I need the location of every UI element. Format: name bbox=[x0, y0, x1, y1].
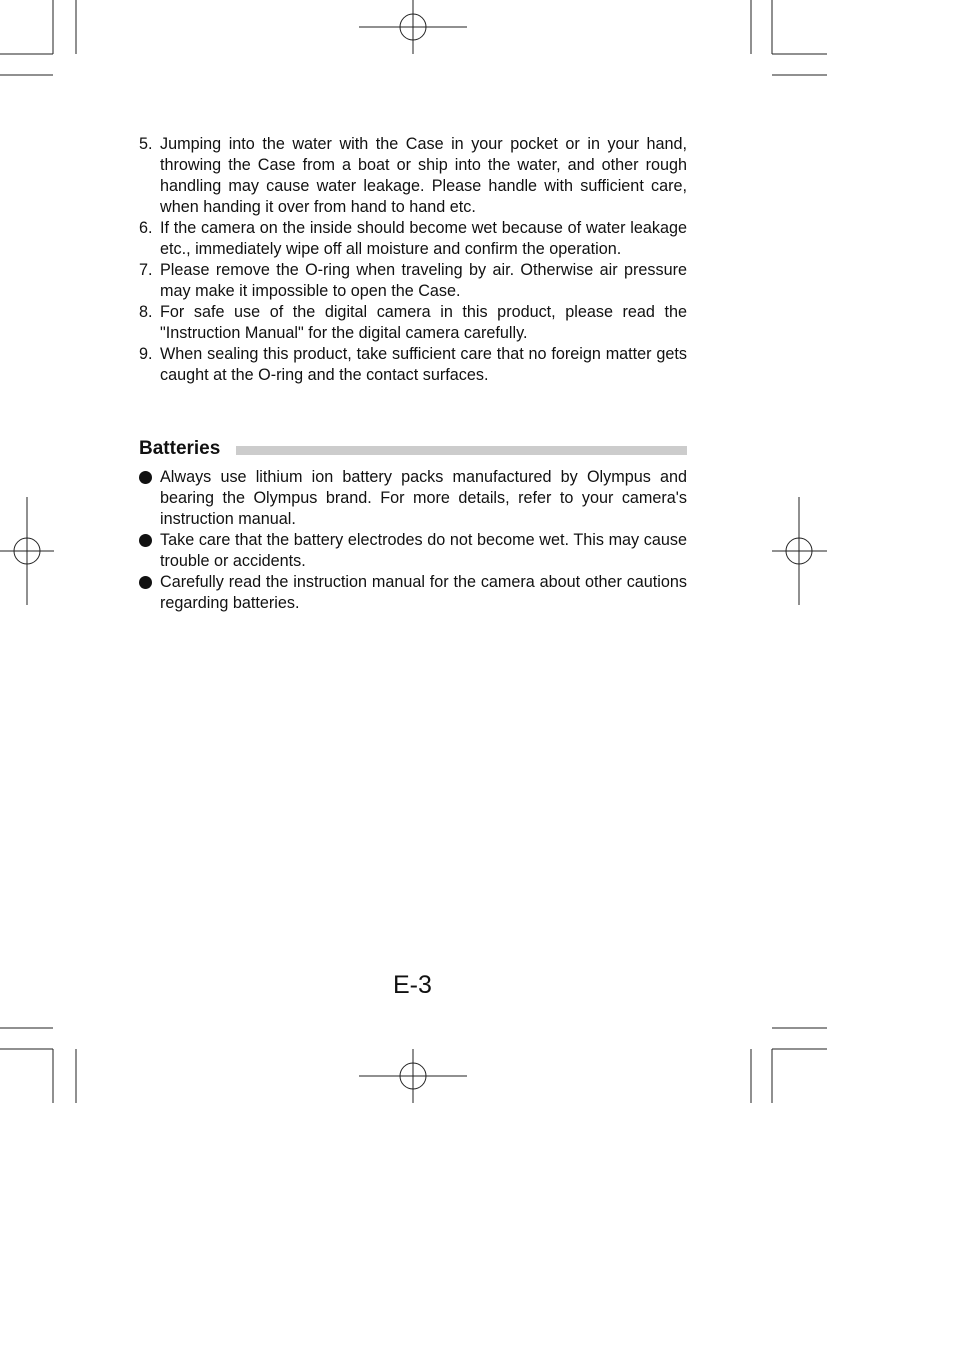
list-item bbox=[139, 302, 687, 344]
item-text: Carefully read the instruction manual for the camera about other cautions regarding batteries. bbox=[160, 573, 687, 612]
list-item bbox=[139, 467, 687, 530]
batteries-heading bbox=[139, 437, 687, 461]
bullet-icon bbox=[139, 471, 152, 484]
bullet-icon bbox=[139, 534, 152, 547]
item-number: 8. bbox=[139, 303, 153, 321]
list-item bbox=[139, 530, 687, 572]
item-text: Always use lithium ion battery packs manufactured by Olympus and bearing the Olympus brand. For more details, refer to your camera's instruction manual. bbox=[160, 468, 687, 528]
item-number: 7. bbox=[139, 261, 153, 279]
item-text: When sealing this product, take sufficient care that no foreign matter gets caught at the O-ring and the contact surfaces. bbox=[160, 345, 687, 384]
section-title: Batteries bbox=[139, 437, 228, 461]
item-text: Please remove the O-ring when traveling by air. Otherwise air pressure may make it impossible to open the Case. bbox=[160, 261, 687, 300]
item-number: 9. bbox=[139, 345, 153, 363]
list-item bbox=[139, 218, 687, 260]
batteries-list bbox=[139, 467, 687, 614]
page-number: E-3 bbox=[393, 971, 432, 999]
item-number: 6. bbox=[139, 219, 153, 237]
bullet-icon bbox=[139, 576, 152, 589]
list-item bbox=[139, 260, 687, 302]
item-text: If the camera on the inside should become wet because of water leakage etc., immediately wipe off all moisture and confirm the operation. bbox=[160, 219, 687, 258]
list-item bbox=[139, 134, 687, 218]
item-text: Take care that the battery electrodes do not become wet. This may cause trouble or accidents. bbox=[160, 531, 687, 570]
item-number: 5. bbox=[139, 135, 153, 153]
item-text: For safe use of the digital camera in this product, please read the "Instruction Manual" for the digital camera carefully. bbox=[160, 303, 687, 342]
list-item bbox=[139, 344, 687, 386]
list-item bbox=[139, 572, 687, 614]
precautions-list bbox=[139, 134, 687, 386]
heading-rule bbox=[236, 446, 687, 455]
item-text: Jumping into the water with the Case in your pocket or in your hand, throwing the Case from a boat or ship into the water, and other rough handling may cause water leakage. Please handle with sufficient care, when handing it over from hand to hand etc. bbox=[160, 135, 687, 216]
